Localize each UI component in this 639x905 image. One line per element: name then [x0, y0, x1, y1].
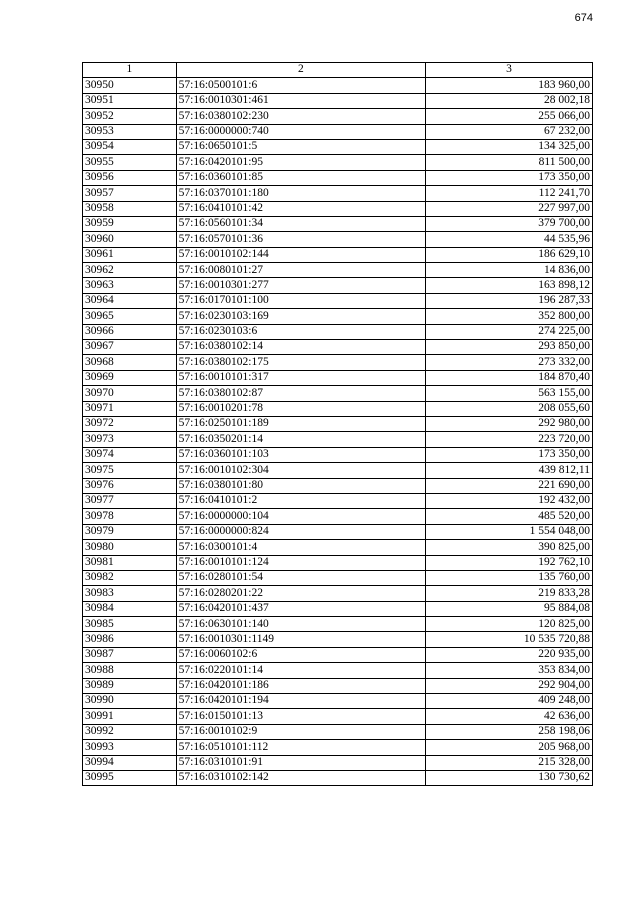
table-row: [83, 617, 593, 632]
row-number-cell: 30979: [83, 524, 177, 539]
value-cell: 390 825,00: [426, 540, 593, 555]
row-number-cell: 30963: [83, 278, 177, 293]
value-cell: 44 535,96: [426, 232, 593, 247]
cadastral-number-cell: 57:16:0280101:54: [176, 570, 425, 585]
cadastral-number-cell: 57:16:0380102:230: [176, 109, 425, 124]
table-row: [83, 663, 593, 678]
column-header: 3: [426, 63, 593, 78]
value-cell: 208 055,60: [426, 401, 593, 416]
table-row: [83, 247, 593, 262]
value-cell: 485 520,00: [426, 509, 593, 524]
row-number-cell: 30991: [83, 709, 177, 724]
value-cell: 120 825,00: [426, 617, 593, 632]
cadastral-number-cell: 57:16:0010102:304: [176, 463, 425, 478]
table-row: [83, 770, 593, 785]
row-number-cell: 30950: [83, 78, 177, 93]
cadastral-number-cell: 57:16:0360101:85: [176, 170, 425, 185]
value-cell: 192 762,10: [426, 555, 593, 570]
value-cell: 130 730,62: [426, 770, 593, 785]
value-cell: 14 836,00: [426, 263, 593, 278]
row-number-cell: 30984: [83, 601, 177, 616]
value-cell: 439 812,11: [426, 463, 593, 478]
value-cell: 255 066,00: [426, 109, 593, 124]
cadastral-table: [82, 62, 593, 786]
cadastral-number-cell: 57:16:0010201:78: [176, 401, 425, 416]
row-number-cell: 30995: [83, 770, 177, 785]
value-cell: 563 155,00: [426, 386, 593, 401]
cadastral-number-cell: 57:16:0060102:6: [176, 647, 425, 662]
row-number-cell: 30965: [83, 309, 177, 324]
row-number-cell: 30993: [83, 740, 177, 755]
table-row: [83, 278, 593, 293]
value-cell: 10 535 720,88: [426, 632, 593, 647]
row-number-cell: 30989: [83, 678, 177, 693]
table-row: [83, 647, 593, 662]
table-header-row: [83, 63, 593, 78]
cadastral-number-cell: 57:16:0010301:461: [176, 93, 425, 108]
table-row: [83, 355, 593, 370]
value-cell: 1 554 048,00: [426, 524, 593, 539]
row-number-cell: 30957: [83, 186, 177, 201]
cadastral-number-cell: 57:16:0220101:14: [176, 663, 425, 678]
table-row: [83, 124, 593, 139]
row-number-cell: 30952: [83, 109, 177, 124]
row-number-cell: 30968: [83, 355, 177, 370]
table-row: [83, 540, 593, 555]
value-cell: 223 720,00: [426, 432, 593, 447]
row-number-cell: 30959: [83, 216, 177, 231]
value-cell: 273 332,00: [426, 355, 593, 370]
row-number-cell: 30983: [83, 586, 177, 601]
column-header: 1: [83, 63, 177, 78]
table-row: [83, 478, 593, 493]
cadastral-number-cell: 57:16:0380101:80: [176, 478, 425, 493]
row-number-cell: 30966: [83, 324, 177, 339]
table-row: [83, 139, 593, 154]
value-cell: 173 350,00: [426, 170, 593, 185]
cadastral-number-cell: 57:16:0420101:186: [176, 678, 425, 693]
table-row: [83, 155, 593, 170]
table-row: [83, 586, 593, 601]
value-cell: 196 287,33: [426, 293, 593, 308]
row-number-cell: 30960: [83, 232, 177, 247]
cadastral-number-cell: 57:16:0080101:27: [176, 263, 425, 278]
cadastral-number-cell: 57:16:0420101:437: [176, 601, 425, 616]
table-row: [83, 493, 593, 508]
row-number-cell: 30975: [83, 463, 177, 478]
table-row: [83, 740, 593, 755]
value-cell: 28 002,18: [426, 93, 593, 108]
table-row: [83, 93, 593, 108]
row-number-cell: 30973: [83, 432, 177, 447]
cadastral-number-cell: 57:16:0300101:4: [176, 540, 425, 555]
value-cell: 215 328,00: [426, 755, 593, 770]
table-row: [83, 232, 593, 247]
row-number-cell: 30954: [83, 139, 177, 154]
table-row: [83, 340, 593, 355]
row-number-cell: 30982: [83, 570, 177, 585]
table-row: [83, 170, 593, 185]
row-number-cell: 30970: [83, 386, 177, 401]
row-number-cell: 30990: [83, 694, 177, 709]
value-cell: 227 997,00: [426, 201, 593, 216]
value-cell: 186 629,10: [426, 247, 593, 262]
table-row: [83, 78, 593, 93]
row-number-cell: 30972: [83, 416, 177, 431]
cadastral-number-cell: 57:16:0010301:1149: [176, 632, 425, 647]
table-row: [83, 416, 593, 431]
table-row: [83, 709, 593, 724]
table-row: [83, 186, 593, 201]
value-cell: 219 833,28: [426, 586, 593, 601]
table-row: [83, 570, 593, 585]
cadastral-number-cell: 57:16:0560101:34: [176, 216, 425, 231]
row-number-cell: 30961: [83, 247, 177, 262]
row-number-cell: 30971: [83, 401, 177, 416]
row-number-cell: 30951: [83, 93, 177, 108]
row-number-cell: 30962: [83, 263, 177, 278]
table-row: [83, 755, 593, 770]
table-row: [83, 555, 593, 570]
row-number-cell: 30988: [83, 663, 177, 678]
table-row: [83, 370, 593, 385]
row-number-cell: 30969: [83, 370, 177, 385]
value-cell: 221 690,00: [426, 478, 593, 493]
cadastral-number-cell: 57:16:0230103:6: [176, 324, 425, 339]
value-cell: 258 198,06: [426, 724, 593, 739]
cadastral-number-cell: 57:16:0150101:13: [176, 709, 425, 724]
row-number-cell: 30955: [83, 155, 177, 170]
cadastral-number-cell: 57:16:0310102:142: [176, 770, 425, 785]
value-cell: 379 700,00: [426, 216, 593, 231]
row-number-cell: 30992: [83, 724, 177, 739]
table-row: [83, 216, 593, 231]
cadastral-number-cell: 57:16:0280201:22: [176, 586, 425, 601]
row-number-cell: 30994: [83, 755, 177, 770]
row-number-cell: 30978: [83, 509, 177, 524]
cadastral-number-cell: 57:16:0380102:87: [176, 386, 425, 401]
value-cell: 173 350,00: [426, 447, 593, 462]
cadastral-number-cell: 57:16:0000000:824: [176, 524, 425, 539]
value-cell: 293 850,00: [426, 340, 593, 355]
cadastral-number-cell: 57:16:0000000:104: [176, 509, 425, 524]
value-cell: 192 432,00: [426, 493, 593, 508]
cadastral-number-cell: 57:16:0230103:169: [176, 309, 425, 324]
value-cell: 274 225,00: [426, 324, 593, 339]
value-cell: 184 870,40: [426, 370, 593, 385]
table-row: [83, 263, 593, 278]
value-cell: 811 500,00: [426, 155, 593, 170]
table-row: [83, 401, 593, 416]
table-row: [83, 509, 593, 524]
table-row: [83, 724, 593, 739]
table-row: [83, 524, 593, 539]
row-number-cell: 30967: [83, 340, 177, 355]
cadastral-number-cell: 57:16:0370101:180: [176, 186, 425, 201]
cadastral-number-cell: 57:16:0650101:5: [176, 139, 425, 154]
table-row: [83, 293, 593, 308]
row-number-cell: 30986: [83, 632, 177, 647]
cadastral-number-cell: 57:16:0010101:124: [176, 555, 425, 570]
table-row: [83, 601, 593, 616]
cadastral-number-cell: 57:16:0360101:103: [176, 447, 425, 462]
value-cell: 163 898,12: [426, 278, 593, 293]
value-cell: 135 760,00: [426, 570, 593, 585]
value-cell: 352 800,00: [426, 309, 593, 324]
value-cell: 409 248,00: [426, 694, 593, 709]
table-row: [83, 632, 593, 647]
table-row: [83, 201, 593, 216]
table-row: [83, 386, 593, 401]
cadastral-number-cell: 57:16:0510101:112: [176, 740, 425, 755]
value-cell: 220 935,00: [426, 647, 593, 662]
cadastral-number-cell: 57:16:0570101:36: [176, 232, 425, 247]
table-row: [83, 447, 593, 462]
page-number: 674: [574, 12, 593, 24]
value-cell: 292 980,00: [426, 416, 593, 431]
row-number-cell: 30981: [83, 555, 177, 570]
table-row: [83, 678, 593, 693]
cadastral-number-cell: 57:16:0630101:140: [176, 617, 425, 632]
column-header: 2: [176, 63, 425, 78]
table-row: [83, 463, 593, 478]
cadastral-number-cell: 57:16:0010301:277: [176, 278, 425, 293]
cadastral-number-cell: 57:16:0410101:42: [176, 201, 425, 216]
cadastral-number-cell: 57:16:0250101:189: [176, 416, 425, 431]
cadastral-number-cell: 57:16:0380102:14: [176, 340, 425, 355]
value-cell: 112 241,70: [426, 186, 593, 201]
table-row: [83, 694, 593, 709]
cadastral-number-cell: 57:16:0420101:95: [176, 155, 425, 170]
table-row: [83, 432, 593, 447]
table-row: [83, 109, 593, 124]
row-number-cell: 30958: [83, 201, 177, 216]
row-number-cell: 30964: [83, 293, 177, 308]
value-cell: 134 325,00: [426, 139, 593, 154]
cadastral-number-cell: 57:16:0000000:740: [176, 124, 425, 139]
row-number-cell: 30976: [83, 478, 177, 493]
value-cell: 42 636,00: [426, 709, 593, 724]
cadastral-number-cell: 57:16:0500101:6: [176, 78, 425, 93]
value-cell: 205 968,00: [426, 740, 593, 755]
cadastral-number-cell: 57:16:0170101:100: [176, 293, 425, 308]
cadastral-number-cell: 57:16:0010102:9: [176, 724, 425, 739]
value-cell: 95 884,08: [426, 601, 593, 616]
cadastral-number-cell: 57:16:0310101:91: [176, 755, 425, 770]
table-row: [83, 324, 593, 339]
row-number-cell: 30953: [83, 124, 177, 139]
row-number-cell: 30987: [83, 647, 177, 662]
cadastral-number-cell: 57:16:0010101:317: [176, 370, 425, 385]
cadastral-number-cell: 57:16:0420101:194: [176, 694, 425, 709]
row-number-cell: 30956: [83, 170, 177, 185]
row-number-cell: 30974: [83, 447, 177, 462]
table-row: [83, 309, 593, 324]
row-number-cell: 30985: [83, 617, 177, 632]
value-cell: 292 904,00: [426, 678, 593, 693]
value-cell: 67 232,00: [426, 124, 593, 139]
cadastral-number-cell: 57:16:0380102:175: [176, 355, 425, 370]
cadastral-number-cell: 57:16:0010102:144: [176, 247, 425, 262]
cadastral-number-cell: 57:16:0350201:14: [176, 432, 425, 447]
value-cell: 353 834,00: [426, 663, 593, 678]
cadastral-number-cell: 57:16:0410101:2: [176, 493, 425, 508]
value-cell: 183 960,00: [426, 78, 593, 93]
row-number-cell: 30980: [83, 540, 177, 555]
row-number-cell: 30977: [83, 493, 177, 508]
